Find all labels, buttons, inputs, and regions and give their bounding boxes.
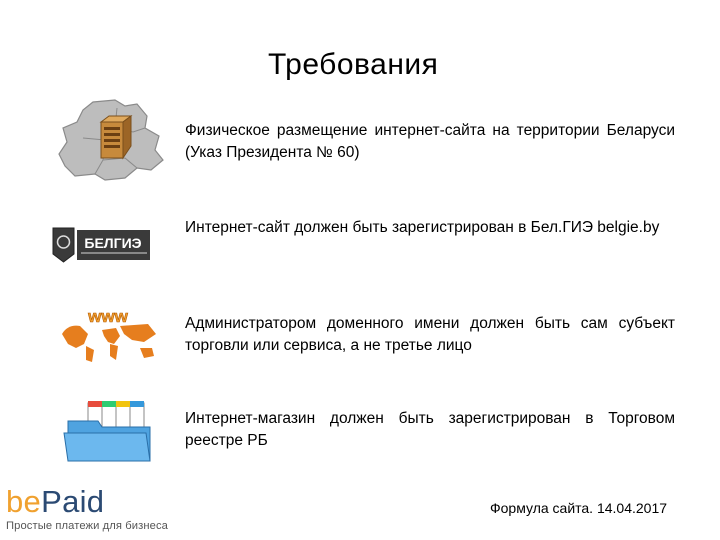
requirement-text-1: Физическое размещение интернет-сайта на территории Беларуси (Указ Президента № 60) [185, 122, 675, 161]
belarus-map-server-icon [55, 98, 167, 186]
world-map-www-icon [58, 304, 160, 366]
bepaid-logo [6, 486, 176, 536]
www-text: www [88, 307, 128, 326]
logo-tagline: Простые платежи для бизнеса [6, 520, 168, 532]
logo-be: be [6, 484, 42, 519]
requirement-text-3: Администратором доменного имени должен быть сам субъект торговли или сервиса, а не третье лицо [185, 315, 675, 354]
slide-title: Требования [268, 48, 439, 81]
logo-paid: Paid [41, 484, 105, 519]
document-folders-icon [58, 399, 158, 465]
requirement-text-4: Интернет-магазин должен быть зарегистрирован в Торговом реестре РБ [185, 410, 675, 449]
requirement-text-2: Интернет-сайт должен быть зарегистрирован в Бел.ГИЭ belgie.by [185, 219, 660, 236]
belgie-logo-icon [50, 226, 152, 264]
footer-date: Формула сайта. 14.04.2017 [490, 500, 668, 516]
belgie-logo-text: БЕЛГИЭ [84, 235, 142, 251]
